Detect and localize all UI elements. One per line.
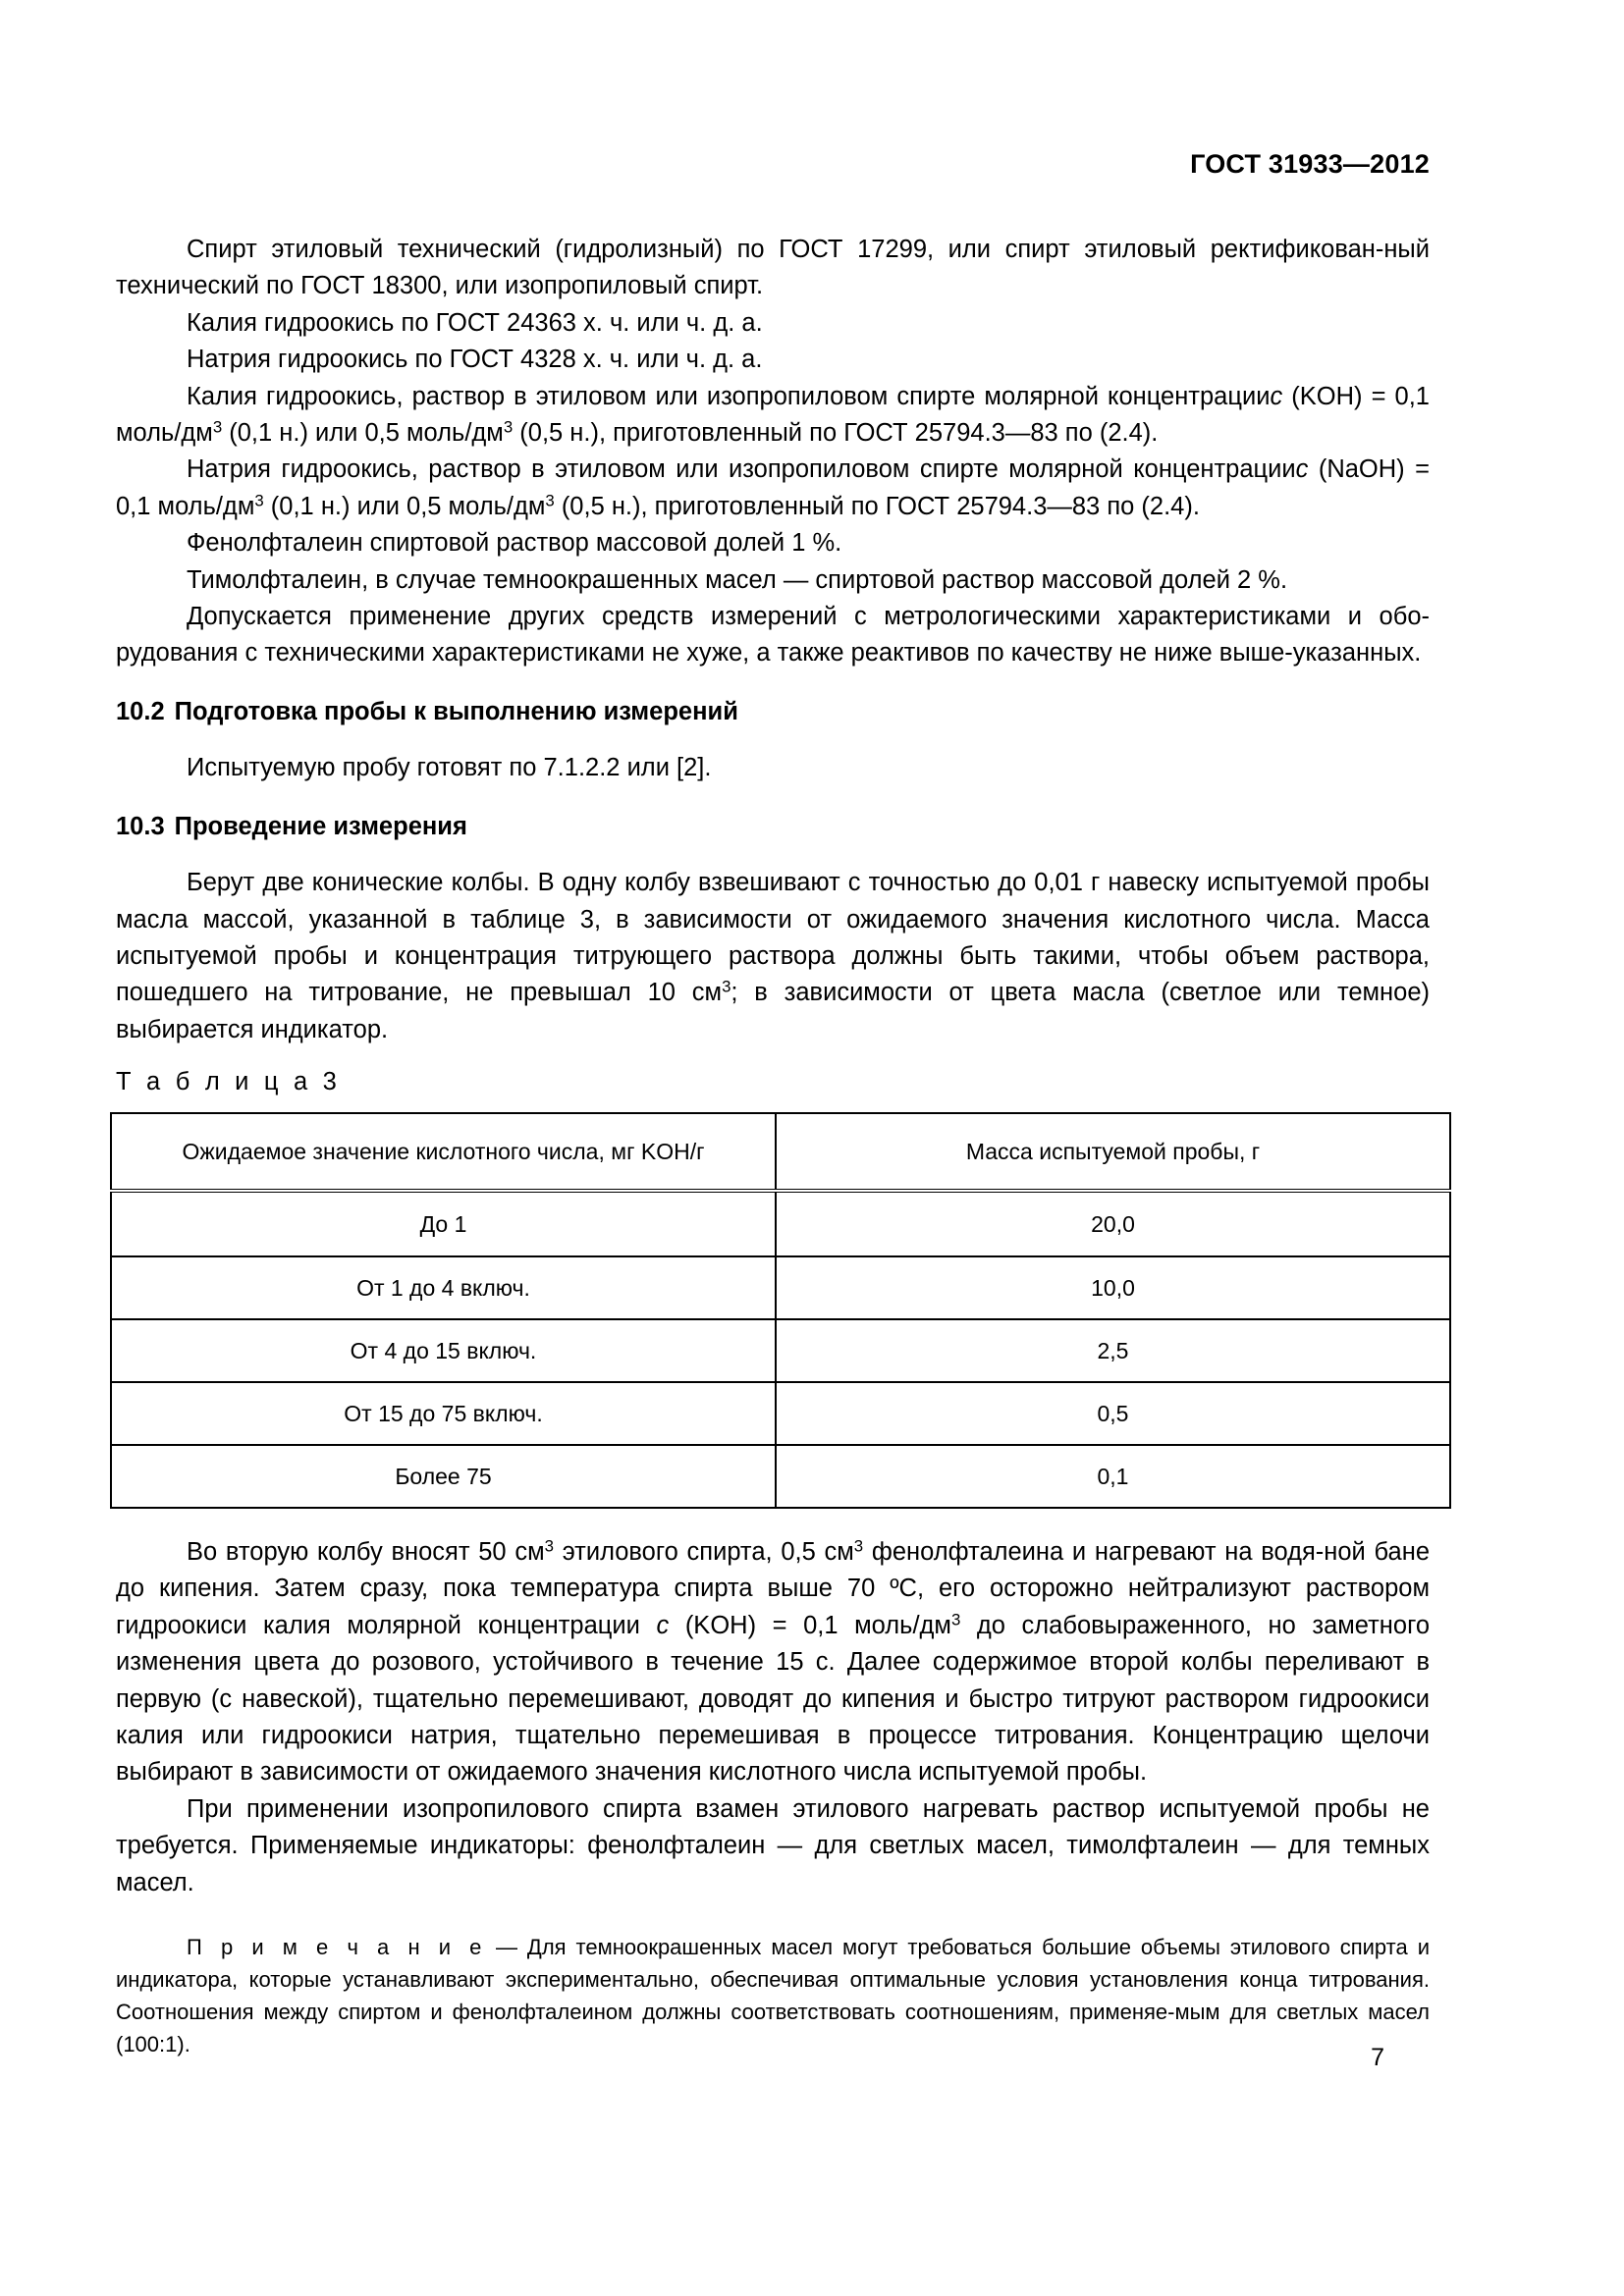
heading-10-2-text: Подготовка пробы к выполнению измерений — [174, 697, 738, 725]
cell-sample-mass: 2,5 — [776, 1319, 1450, 1382]
table-body — [111, 1191, 1450, 1508]
body-text-block — [116, 232, 1430, 1048]
spacer — [116, 845, 1430, 865]
spacer — [116, 672, 1430, 694]
naoh-superscript-1: 3 — [254, 491, 264, 510]
table-row — [111, 1382, 1450, 1445]
spacer — [116, 730, 1430, 750]
page-number: 7 — [1371, 2044, 1384, 2071]
second-flask-e: до слабовыраженного, но заметного изменения цвета до розового, устойчивого в течение 15 с. Далее содержимое второй колбы переливают в первую (с навеской), тщательно перемешивают, доводят до кипения и быстро титруют раствором гидроокиси калия или гидроокиси натрия, тщательно перемешивая в процессе титрования. Концентрацию щелочи выбирают в зависимости от ожидаемого значения кислотного числа испытуемой пробы. — [116, 1611, 1430, 1787]
spacer — [116, 1901, 1430, 1931]
table-row — [111, 1191, 1450, 1256]
spacer — [116, 787, 1430, 809]
heading-10-3-number: 10.3 — [116, 812, 165, 840]
measurement-text-a: Берут две конические колбы. В одну колбу взвешивают с точностью до 0,01 г навеску испытуемой пробы масла массой, указанной в таблице 3, в зависимости от ожидаемого значения кислотного числа. Масса испытуемой пробы и концентрация титрующего раствора должны быть такими, чтобы объем раствора, пошедшего на титрование, не превышал 10 см — [116, 869, 1430, 1007]
koh-line2b: (0,1 н.) или 0,5 моль/дм — [222, 419, 504, 448]
second-flask-superscript-3: 3 — [950, 1610, 961, 1629]
naoh-line2c: (0,5 н.), приготовленный по ГОСТ 25794.3—83 по (2.4). — [554, 492, 1200, 520]
koh-superscript-1: 3 — [212, 417, 223, 437]
note-dark-oils — [116, 1931, 1430, 2060]
paragraph-isopropanol-indicators: При применении изопропилового спирта взамен этилового нагревать раствор испытуемой пробы не требуется. Применяемые индикаторы: фенолфталеин — для светлых масел, тимолфталеин — для темных масел. — [116, 1794, 1430, 1896]
paragraph-thymolphthalein: Тимолфталеин, в случае темноокрашенных масел — спиртовой раствор массовой долей 2 %. — [187, 565, 1288, 594]
second-flask-d: (KOH) = 0,1 моль/дм — [669, 1611, 951, 1639]
koh-line2a: (KOH) = 0,1 моль/дм — [116, 382, 1430, 448]
measurement-superscript: 3 — [722, 977, 731, 996]
paragraph-solvents-line2: ный технический по ГОСТ 18300, или изопропиловый спирт. — [116, 236, 1430, 300]
cell-acid-number-range: Более 75 — [111, 1445, 776, 1508]
paragraph-phenolphthalein: Фенолфталеин спиртовой раствор массовой долей 1 %. — [187, 529, 842, 558]
naoh-superscript-2: 3 — [545, 491, 555, 510]
koh-superscript-2: 3 — [503, 417, 514, 437]
cell-acid-number-range: До 1 — [111, 1191, 776, 1256]
table-3 — [110, 1112, 1451, 1509]
table-caption: Т а б л и ц а 3 — [116, 1068, 342, 1095]
paragraph-sample-preparation: Испытуемую пробу готовят по 7.1.2.2 или [2]. — [187, 754, 712, 782]
heading-10-3 — [116, 809, 1430, 845]
body-text-block-lower — [116, 1534, 1430, 2060]
note-body-text: — Для темноокрашенных масел могут требоваться большие объемы этилового спирта и индикатора, которые устанавливают экспериментально, обеспечивая оптимальные условия установления конца титрования. Соотношения между спиртом и фенолфталеином должны соответствовать соотношениям, применяе-мым для светлых масел (100:1). — [116, 1935, 1430, 2057]
table-row — [111, 1256, 1450, 1319]
measurement-text-b: ; в зависимости от цвета масла (светлое или темное) выбирается индикатор. — [116, 979, 1430, 1043]
second-flask-concentration-symbol: с — [656, 1611, 670, 1639]
cell-sample-mass: 0,1 — [776, 1445, 1450, 1508]
paragraph-solvents — [116, 232, 1430, 305]
table-row — [111, 1445, 1450, 1508]
table-header-row — [111, 1113, 1450, 1191]
second-flask-b: этилового спирта, 0,5 см — [553, 1538, 854, 1566]
paragraph-equipment-allowance: Допускается применение других средств измерений с метрологическими характеристиками и обо-рудования с техническими характеристиками не хуже, а также реактивов по качеству не ниже выше-указанных. — [116, 603, 1430, 667]
heading-10-2 — [116, 694, 1430, 730]
paragraph-measurement-procedure — [116, 865, 1430, 1048]
note-label: П р и м е ч а н и е — [187, 1935, 487, 1960]
heading-10-2-number: 10.2 — [116, 697, 165, 725]
naoh-line1: Натрия гидроокись, раствор в этиловом или изопропиловом спирте молярной концентрации — [187, 455, 1296, 484]
table-header-sample-mass: Масса испытуемой пробы, г — [776, 1113, 1450, 1191]
cell-acid-number-range: От 15 до 75 включ. — [111, 1382, 776, 1445]
paragraph-naoh-solution — [116, 452, 1430, 525]
koh-line2c: (0,5 н.), приготовленный по ГОСТ 25794.3—83 по (2.4). — [513, 419, 1159, 448]
paragraph-potassium-hydroxide: Калия гидроокись по ГОСТ 24363 х. ч. или ч. д. а. — [187, 308, 763, 337]
second-flask-c: фенолфталеина и нагревают на водя-ной бане до кипения. Затем сразу, пока температура спирта выше 70 ºС, его осторожно нейтрализуют раствором гидроокиси калия молярной концентрации — [116, 1538, 1430, 1639]
koh-concentration-symbol: с — [1270, 382, 1283, 410]
cell-sample-mass: 20,0 — [776, 1191, 1450, 1256]
cell-acid-number-range: От 4 до 15 включ. — [111, 1319, 776, 1382]
second-flask-superscript-1: 3 — [544, 1536, 554, 1556]
naoh-concentration-symbol: с — [1295, 455, 1309, 484]
cell-sample-mass: 10,0 — [776, 1256, 1450, 1319]
second-flask-superscript-2: 3 — [853, 1536, 864, 1556]
paragraph-solvents-line1: Спирт этиловый технический (гидролизный) по ГОСТ 17299, или спирт этиловый ректификован- — [187, 236, 1384, 263]
naoh-line2b: (0,1 н.) или 0,5 моль/дм — [263, 492, 546, 520]
table-header — [111, 1113, 1450, 1191]
page-header-standard-number: ГОСТ 31933—2012 — [1190, 149, 1430, 179]
koh-line1: Калия гидроокись, раствор в этиловом или изопропиловом спирте молярной концентрации — [187, 382, 1271, 410]
heading-10-3-text: Проведение измерения — [174, 812, 467, 840]
cell-sample-mass: 0,5 — [776, 1382, 1450, 1445]
paragraph-koh-solution — [116, 379, 1430, 453]
cell-acid-number-range: От 1 до 4 включ. — [111, 1256, 776, 1319]
table-header-acid-number: Ожидаемое значение кислотного числа, мг KOH/г — [111, 1113, 776, 1191]
table-row — [111, 1319, 1450, 1382]
second-flask-a: Во вторую колбу вносят 50 см — [187, 1538, 545, 1566]
naoh-line2a: (NaOH) = 0,1 моль/дм — [116, 455, 1430, 520]
paragraph-sodium-hydroxide: Натрия гидроокись по ГОСТ 4328 х. ч. или ч. д. а. — [187, 346, 763, 374]
paragraph-second-flask — [116, 1534, 1430, 1791]
